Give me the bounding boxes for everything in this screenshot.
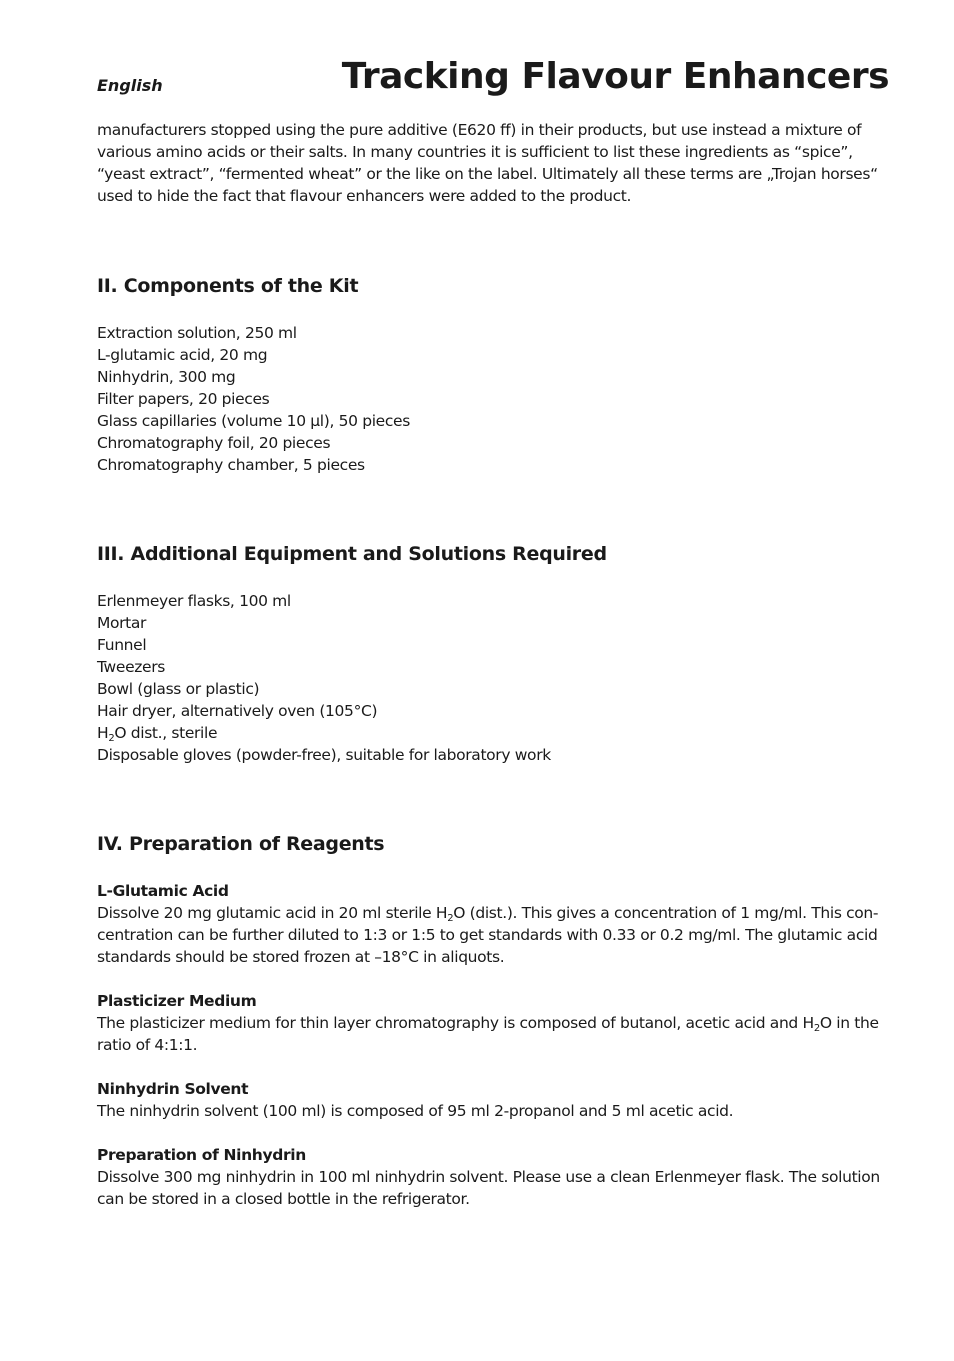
water-prefix: H xyxy=(97,724,109,742)
equipment-list xyxy=(97,590,889,766)
glutamic-text-b: O (dist.). This gives a concentration of 1 mg/ml. This con-centration can be further diluted to 1:3 or 1:5 to get standards with 0.33 or 0.2 mg/ml. The glutamic acid standards should be stored frozen at –18°C in aliquots. xyxy=(97,904,879,966)
list-item: Bowl (glass or plastic) xyxy=(97,680,260,698)
ninhydrin-solvent-title: Ninhydrin Solvent xyxy=(97,1080,249,1098)
components-heading: II. Components of the Kit xyxy=(97,275,359,297)
ninhydrin-solvent-text: The ninhydrin solvent (100 ml) is composed of 95 ml 2-propanol and 5 ml acetic acid. xyxy=(97,1102,734,1120)
water-subscript: 2 xyxy=(108,733,115,744)
list-item: Chromatography chamber, 5 pieces xyxy=(97,456,365,474)
plasticizer-text xyxy=(97,1012,889,1056)
list-item: Tweezers xyxy=(97,658,165,676)
equipment-section xyxy=(97,540,889,766)
preparation-heading: IV. Preparation of Reagents xyxy=(97,833,385,855)
intro-paragraph: manufacturers stopped using the pure additive (E620 ff) in their products, but use instead a mixture of various amino acids or their salts. In many countries it is sufficient to list these ingredients as “spice”, “yeast extract”, “fermented wheat” or the like on the label. Ultimately all these terms are „Trojan horses“ used to hide the fact that flavour enhancers were added to the product. xyxy=(97,121,878,205)
page-header xyxy=(97,56,889,104)
components-section xyxy=(97,272,889,476)
glutamic-text-a: Dissolve 20 mg glutamic acid in 20 ml sterile H xyxy=(97,904,448,922)
list-item: Funnel xyxy=(97,636,147,654)
list-item: Erlenmeyer flasks, 100 ml xyxy=(97,592,291,610)
document-body xyxy=(97,119,889,1232)
glutamic-acid-text xyxy=(97,902,889,968)
plasticizer-block xyxy=(97,990,889,1056)
list-item: Glass capillaries (volume 10 µl), 50 pieces xyxy=(97,412,410,430)
water-suffix: O dist., sterile xyxy=(114,724,218,742)
list-item-water xyxy=(97,722,889,744)
list-item: Mortar xyxy=(97,614,147,632)
glutamic-acid-block xyxy=(97,880,889,968)
list-item: Ninhydrin, 300 mg xyxy=(97,368,236,386)
glutamic-subscript: 2 xyxy=(447,913,454,924)
ninhydrin-solvent-block xyxy=(97,1078,889,1122)
list-item: Hair dryer, alternatively oven (105°C) xyxy=(97,702,378,720)
page-title: Tracking Flavour Enhancers xyxy=(341,56,889,97)
plasticizer-title: Plasticizer Medium xyxy=(97,992,257,1010)
list-item: Chromatography foil, 20 pieces xyxy=(97,434,331,452)
glutamic-acid-title: L-Glutamic Acid xyxy=(97,882,229,900)
list-item: Filter papers, 20 pieces xyxy=(97,390,270,408)
list-item: Disposable gloves (powder-free), suitable for laboratory work xyxy=(97,746,551,764)
components-list xyxy=(97,322,889,476)
plasticizer-text-b: O in the ratio of 4:1:1. xyxy=(97,1014,879,1054)
ninhydrin-prep-title: Preparation of Ninhydrin xyxy=(97,1146,306,1164)
plasticizer-text-a: The plasticizer medium for thin layer chromatography is composed of butanol, acetic acid and H xyxy=(97,1014,814,1032)
plasticizer-subscript: 2 xyxy=(813,1023,820,1034)
list-item: Extraction solution, 250 ml xyxy=(97,324,297,342)
language-label: English xyxy=(97,76,163,95)
ninhydrin-prep-text: Dissolve 300 mg ninhydrin in 100 ml ninhydrin solvent. Please use a clean Erlenmeyer flask. The solution can be stored in a closed bottle in the refrigerator. xyxy=(97,1168,880,1208)
ninhydrin-prep-block xyxy=(97,1144,889,1210)
list-item: L-glutamic acid, 20 mg xyxy=(97,346,268,364)
equipment-heading: III. Additional Equipment and Solutions Required xyxy=(97,543,607,565)
preparation-section xyxy=(97,830,889,1210)
